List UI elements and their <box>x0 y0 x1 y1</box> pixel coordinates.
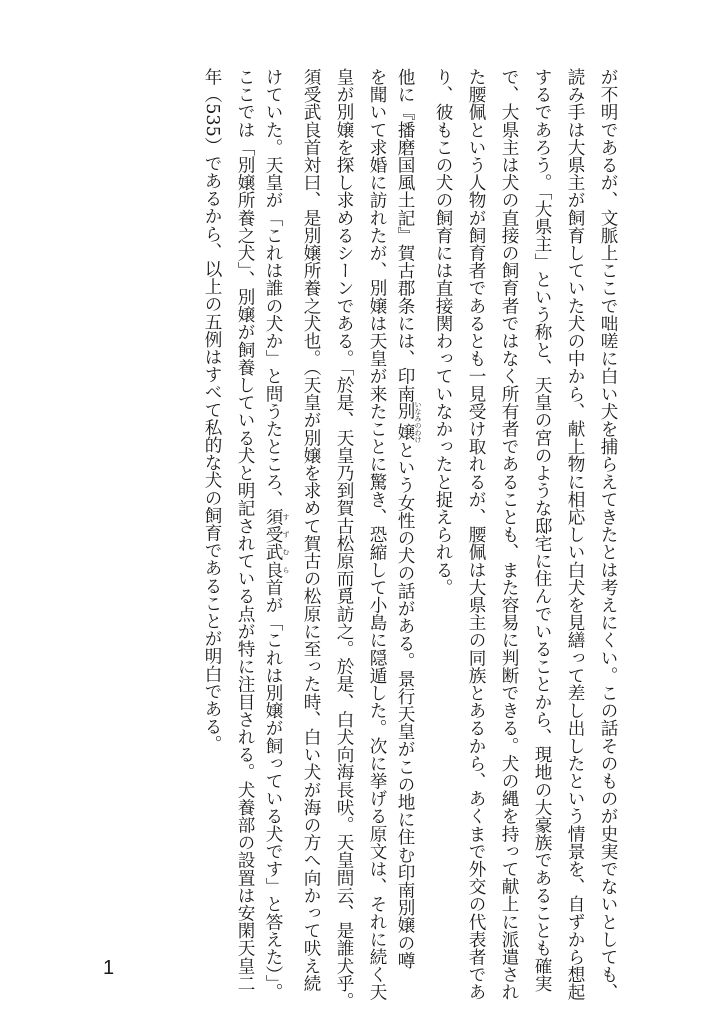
text-column: を聞いて求婚に訪れたが、別嬢は天皇が来たことに驚き、恐縮して小島に隠遁した。次に挙げる原文は、それに続く天 <box>367 68 387 1001</box>
text-column: り、彼もこの犬の飼育には直接関わっていなかったと捉えられる。 <box>433 68 453 596</box>
text-column: するであろう。「大県主」という称と、天皇の宮のような邸宅に住んでいることから、現地の大豪族であることも確実 <box>532 68 552 992</box>
ruby-annotation <box>395 400 422 443</box>
text-segment: 首が「これは別嬢が飼っている犬です」と答えた）」。 <box>263 578 283 1001</box>
page-number: 1 <box>103 957 115 979</box>
ruby-reading: いなみのわけ <box>414 400 422 443</box>
text-segment: という女性の犬の話がある。景行天皇がこの地に住む印南別嬢の噂 <box>395 441 415 970</box>
ruby-base: 須受武良 <box>263 508 283 579</box>
text-column: た腰佩という人物が飼育者であるとも一見受け取れるが、腰佩は大県主の同族とあるから、あくまで外交の代表者であ <box>466 68 486 1001</box>
text-column: で、大県主は犬の直接の飼育者ではなく所有者であることも、また容易に判断できる。犬の縄を持って献上に派遣され <box>499 68 519 1001</box>
text-segment: 他に『播磨国風土記』賀古郡条には、印南 <box>395 68 415 403</box>
text-column: が不明であるが、文脈上ここで咄嗟に白い犬を捕らえてきたとは考えにくい。この話そのものが史実でないとしても、 <box>598 68 618 1001</box>
text-segment: けていた。天皇が「これは誰の犬か」と問うたところ、 <box>263 68 283 508</box>
ruby-reading: すずむら <box>282 508 290 579</box>
text-column: 年（535）であるから、以上の五例はすべて私的な犬の飼育であることが明白である。 <box>202 68 222 753</box>
text-column: 皇が別嬢を探し求めるシーンである。「於是、天皇乃到賀古松原而覓訪之。於是、白犬向海長吠。天皇問云、是誰犬乎。 <box>334 68 354 1010</box>
text-column: ここでは「別嬢所養之犬」、別嬢が飼養している犬と明記されている点が特に注目される。犬養部の設置は安閑天皇二 <box>235 68 255 992</box>
text-column-with-ruby <box>395 68 422 970</box>
ruby-annotation <box>263 508 290 579</box>
text-column: 読み手は大県主が飼育していた犬の中から、献上物に相応しい白犬を見繕って差し出したという情景を、自ずから想起 <box>565 68 585 1001</box>
text-column: 須受武良首対曰、是別嬢所養之犬也。（天皇が別嬢を求めて賀古の松原に至った時、白い犬が海の方へ向かって吠え続 <box>301 68 321 992</box>
ruby-base: 別嬢 <box>395 400 415 443</box>
text-column-with-ruby <box>263 68 290 1001</box>
